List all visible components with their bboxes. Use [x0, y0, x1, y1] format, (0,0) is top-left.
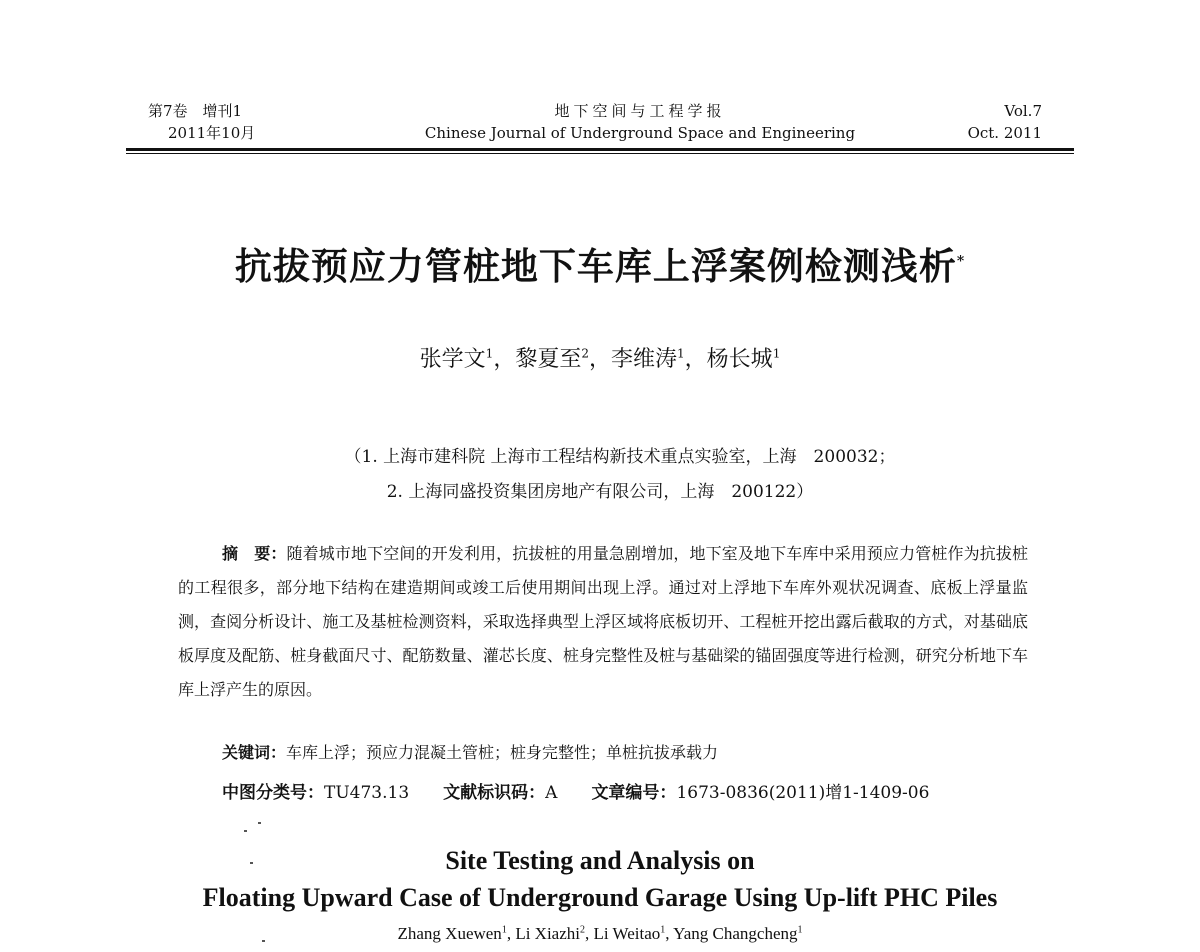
- keywords-label: 关键词：: [222, 743, 287, 762]
- author-affiliation-mark: 1: [772, 346, 781, 361]
- header-issue-info: [148, 100, 255, 144]
- date-cn: 2011年10月: [168, 124, 256, 142]
- journal-name-cn: 地下空间与工程学报: [554, 102, 726, 120]
- author: 李维涛: [611, 347, 678, 372]
- english-author: Li Weitao: [593, 924, 661, 943]
- clc-label: 中图分类号：: [222, 783, 324, 803]
- author-affiliation-mark: 1: [485, 346, 494, 361]
- article-number-value: 1673-0836(2011)增1-1409-06: [676, 783, 930, 803]
- title-footnote-mark: *: [956, 253, 966, 270]
- paper-title: [0, 236, 1200, 290]
- author: 张学文: [419, 347, 486, 372]
- scan-speck: [258, 822, 261, 824]
- classification-line: [222, 778, 929, 803]
- article-number-label: 文章编号：: [591, 783, 677, 803]
- volume-issue-cn: 第7卷 增刊1: [148, 102, 243, 120]
- affiliation-line-2: 2. 上海同盛投资集团房地产有限公司，上海 200122）: [386, 482, 814, 502]
- scan-speck: [244, 830, 247, 832]
- author-list: 张学文$^1$，黎夏至$^2$，李维涛$^1$，杨长城$^1$: [419, 346, 781, 372]
- abstract-label: 摘 要：: [222, 544, 287, 563]
- english-author-affiliation-mark: 1: [660, 924, 666, 936]
- header-volume-en: [930, 100, 1042, 144]
- header-journal: [400, 100, 880, 144]
- english-author-affiliation-mark: 1: [501, 924, 507, 936]
- author: 杨长城: [706, 347, 773, 372]
- paper-title-text: 抗拔预应力管桩地下车库上浮案例检测浅析: [234, 244, 957, 288]
- english-title-line-2: Floating Upward Case of Underground Garage Using Up-lift PHC Piles: [202, 883, 998, 912]
- header-rule-thick: [126, 148, 1074, 151]
- volume-en: Vol.7: [1004, 102, 1042, 120]
- author-affiliation-mark: 2: [581, 346, 589, 361]
- author: 黎夏至: [515, 347, 582, 372]
- date-en: Oct. 2011: [967, 124, 1042, 142]
- english-author-affiliation-mark: 2: [579, 924, 585, 936]
- journal-name-en: Chinese Journal of Underground Space and Engineering: [424, 124, 856, 142]
- keywords: [222, 740, 718, 763]
- keywords-text: 车库上浮；预应力混凝土管桩；桩身完整性；单桩抗拔承载力: [286, 743, 719, 762]
- clc-value: TU473.13: [324, 783, 410, 803]
- english-author: Yang Changcheng: [673, 924, 798, 943]
- abstract: [178, 537, 1028, 707]
- english-author-affiliation-mark: 1: [797, 924, 803, 936]
- english-author: Zhang Xuewen: [397, 924, 502, 943]
- english-author-list: Zhang Xuewen$^1$, Li Xiazhi$^2$, Li Weitao$^1$, Yang Changcheng$^1$: [397, 924, 803, 943]
- doc-code-value: A: [545, 783, 558, 803]
- affiliation-line-1: （1. 上海市建科院 上海市工程结构新技术重点实验室，上海 200032；: [344, 447, 896, 467]
- english-author: Li Xiazhi: [515, 924, 580, 943]
- english-title-line-1: Site Testing and Analysis on: [445, 846, 755, 875]
- author-affiliation-mark: 1: [677, 346, 685, 361]
- abstract-text: 随着城市地下空间的开发利用，抗拔桩的用量急剧增加，地下室及地下车库中采用预应力管桩作为抗拔桩的工程很多，部分地下结构在建造期间或竣工后使用期间出现上浮。通过对上浮地下车库外观状况调查、底板上浮量监测，查阅分析设计、施工及基桩检测资料，采取选择典型上浮区域将底板切开、工程桩开挖出露后截取的方式，对基础底板厚度及配筋、桩身截面尺寸、配筋数量、灌芯长度、桩身完整性及桩与基础梁的锚固强度等进行检测，研究分析地下车库上浮产生的原因。: [178, 544, 1028, 699]
- header-rule-thin: [126, 153, 1074, 154]
- doc-code-label: 文献标识码：: [443, 783, 546, 803]
